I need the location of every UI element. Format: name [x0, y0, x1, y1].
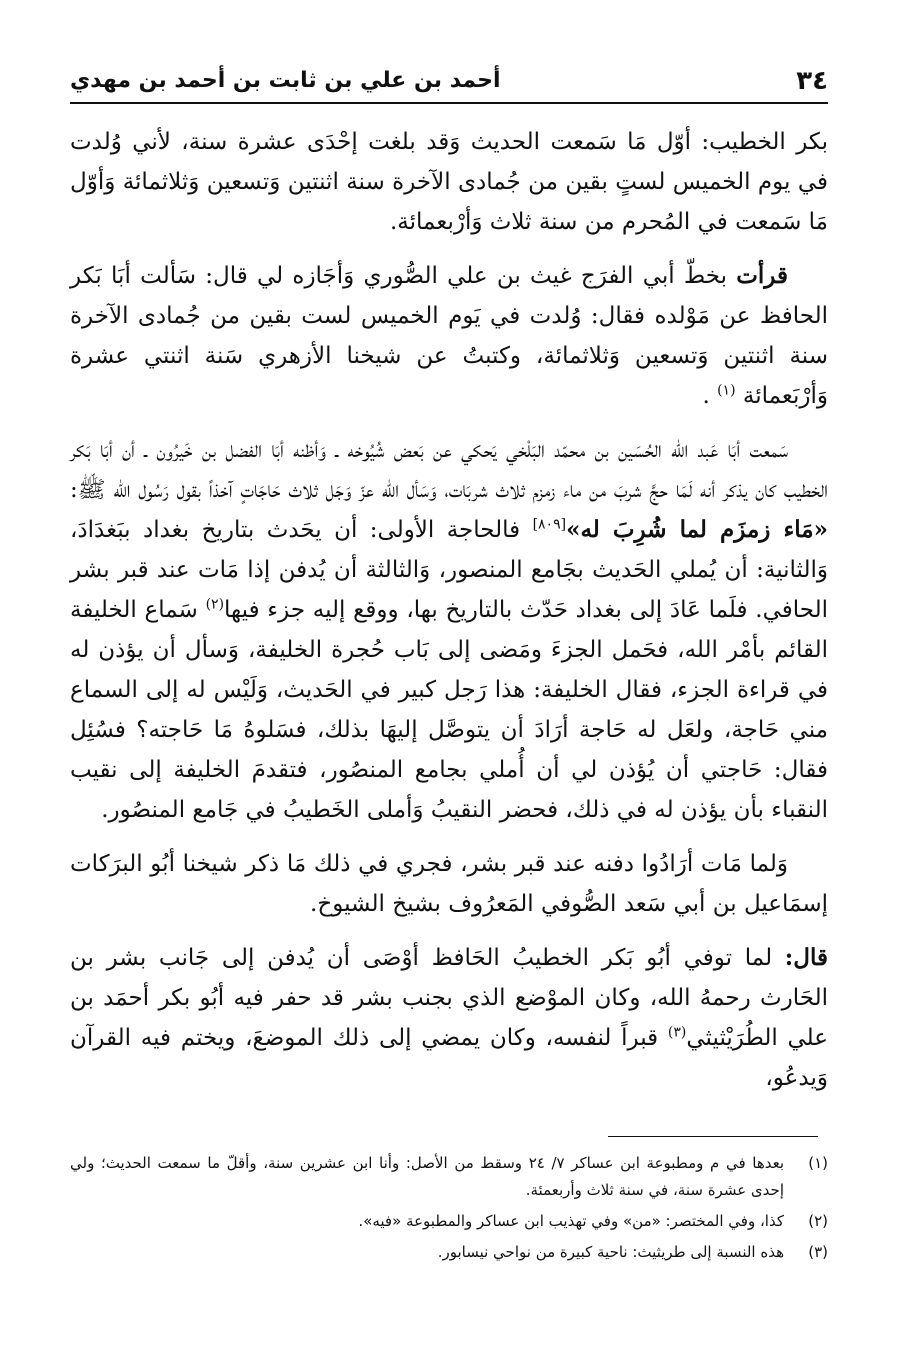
footnote-ref: (٢) [205, 596, 225, 613]
footnote-3 [70, 1239, 828, 1266]
footnote-divider [608, 1136, 818, 1137]
paragraph-text: لما توفي أبُو بَكر الخطيبُ الحَافظ أوْصَى أن يُدفن إلى جَانب بشر بن الحَارث رحمهُ الله، وكان الموْضع الذي بجنب بشر قد حفر فيه أبُو بكر أحمَد بن علي الطُرَيْثيثي [70, 945, 828, 1051]
paragraph-lead: قال: [784, 944, 828, 971]
page-number: ٣٤ [796, 66, 828, 96]
paragraph-text: بكر الخطيب: أوّل مَا سَمعت الحديث وَقد بلغت إحْدَى عشرة سنة، لأني وُلدت في يوم الخميس لستٍ بقين من جُمادى الآخرة سنة اثنتين وَتسعين وَثلاثمائة وَأوّل مَا سَمعت في المُحرم من سنة ثلاث وَأرْبعمائة. [70, 129, 828, 235]
hadith-quote: «مَاء زمزَم لما شُرِبَ له» [566, 516, 828, 543]
paragraph-text-2: فالحاجة الأولى: أن يحَدث بتاريخ بغداد ببَغدَادَ، وَالثانية: أن يُملي الحَديث بجَامع المنصور، وَالثالثة أن يُدفن إذا مَات عند قبر بشر الحافي. فلَما عَادَ إلى بغداد حَدّث بالتاريخ بها، ووقع إليه جزء فيها [70, 517, 829, 623]
paragraph-1 [70, 122, 828, 242]
hadith-ref: [٨٠٩] [532, 516, 567, 533]
main-text [70, 122, 828, 1112]
paragraph-lead: قرأت [736, 262, 788, 289]
footnote-number: (٣) [808, 1243, 828, 1261]
footnote-number: (٢) [808, 1212, 828, 1230]
paragraph-tail: . [702, 383, 710, 409]
paragraph-2 [70, 256, 828, 416]
footnote-ref: (١) [717, 382, 736, 399]
footnote-2 [70, 1208, 828, 1235]
footnotes [70, 1150, 828, 1270]
footnote-number: (١) [808, 1154, 828, 1172]
paragraph-tail: قبراً لنفسه، وكان يمضي إلى ذلك الموضعَ، ويختم فيه القرآن وَيدعُو، [70, 1025, 828, 1091]
paragraph-4 [70, 844, 828, 924]
running-title: أحمد بن علي بن ثابت بن أحمد بن مهدي [70, 68, 501, 93]
paragraph-text: سَمعت أبَا عَبد الله الحُسَين بن محمّد البَلْخي يَحكي عن بَعض شُيُوخه ـ وَأظنه أبَا الفضل بن خَيرُون ـ أن أبَا بَكر الخطيب كان يذكر أنه لَمَا حجَّ شربَ من ماء زمزم ثلاث شربَات، وَسَأل الله عزّ وَجَل ثلاث حَاجَاتٍ آخذاً بقول رَسُول الله ﷺ: [70, 437, 828, 503]
paragraph-3 [70, 430, 828, 830]
paragraph-text-3: سَماع الخليفة القائم بأمْر الله، فحَمل الجزءَ ومَضى إلى بَاب حُجرة الخليفة، وَسأل أن يؤذن له في قراءة الجزء، فقال الخليفة: هذا رَجل كبير في الحَديث، وَلَيْس له إلى السماع مني حَاجة، ولعَل له حَاجة أرَادَ أن يتوصَّل إليهَا بذلك، فسَلوهُ مَا حَاجته؟ فسُئِل فقال: حَاجتي أن يُؤذن لي أن أُملي بجامع المنصُور، فتقدمَ الخليفة إلى نقيب النقباء بأن يؤذن له في ذلك، فحضر النقيبُ وَأملى الخَطيبُ في جَامع المنصُور. [70, 597, 828, 823]
footnote-text: كذا، وفي المختصر: «من» وفي تهذيب ابن عساكر والمطبوعة «فيه». [358, 1212, 784, 1230]
paragraph-text: بخطّ أبي الفرَج غيث بن علي الصُّوري وَأجَازه لي قال: سَألت أبَا بَكر الحافظ عن مَوْلده فقال: وُلدت في يَوم الخميس لست بقين من جُمادى الآخرة سنة اثنتين وَتسعين وَثلاثمائة، وكتبتُ عن شيخنا الأزهري سَنة اثنتي عشرة وَأرْبَعمائة [70, 263, 828, 409]
footnote-text: بعدها في م ومطبوعة ابن عساكر ٧/ ٢٤ وسقط من الأصل: وأنا ابن عشرين سنة، وأقلّ ما سمعت الحديث؛ ولي إحدى عشرة سنة، في سنة ثلاث وأربعمئة. [70, 1154, 785, 1199]
page-header [70, 62, 828, 104]
footnote-text: هذه النسبة إلى طريثيث: ناحية كبيرة من نواحي نيسابور. [437, 1243, 784, 1261]
footnote-1 [70, 1150, 828, 1204]
footnote-ref: (٣) [667, 1024, 687, 1041]
paragraph-5 [70, 938, 828, 1098]
paragraph-text: وَلما مَات أرَادُوا دفنه عند قبر بشر، فجري في ذلك مَا ذكر شيخنا أبُو البرَكات إسمَاعيل بن أبي سَعد الصُّوفي المَعرُوف بشيخ الشيوخ. [70, 851, 828, 917]
